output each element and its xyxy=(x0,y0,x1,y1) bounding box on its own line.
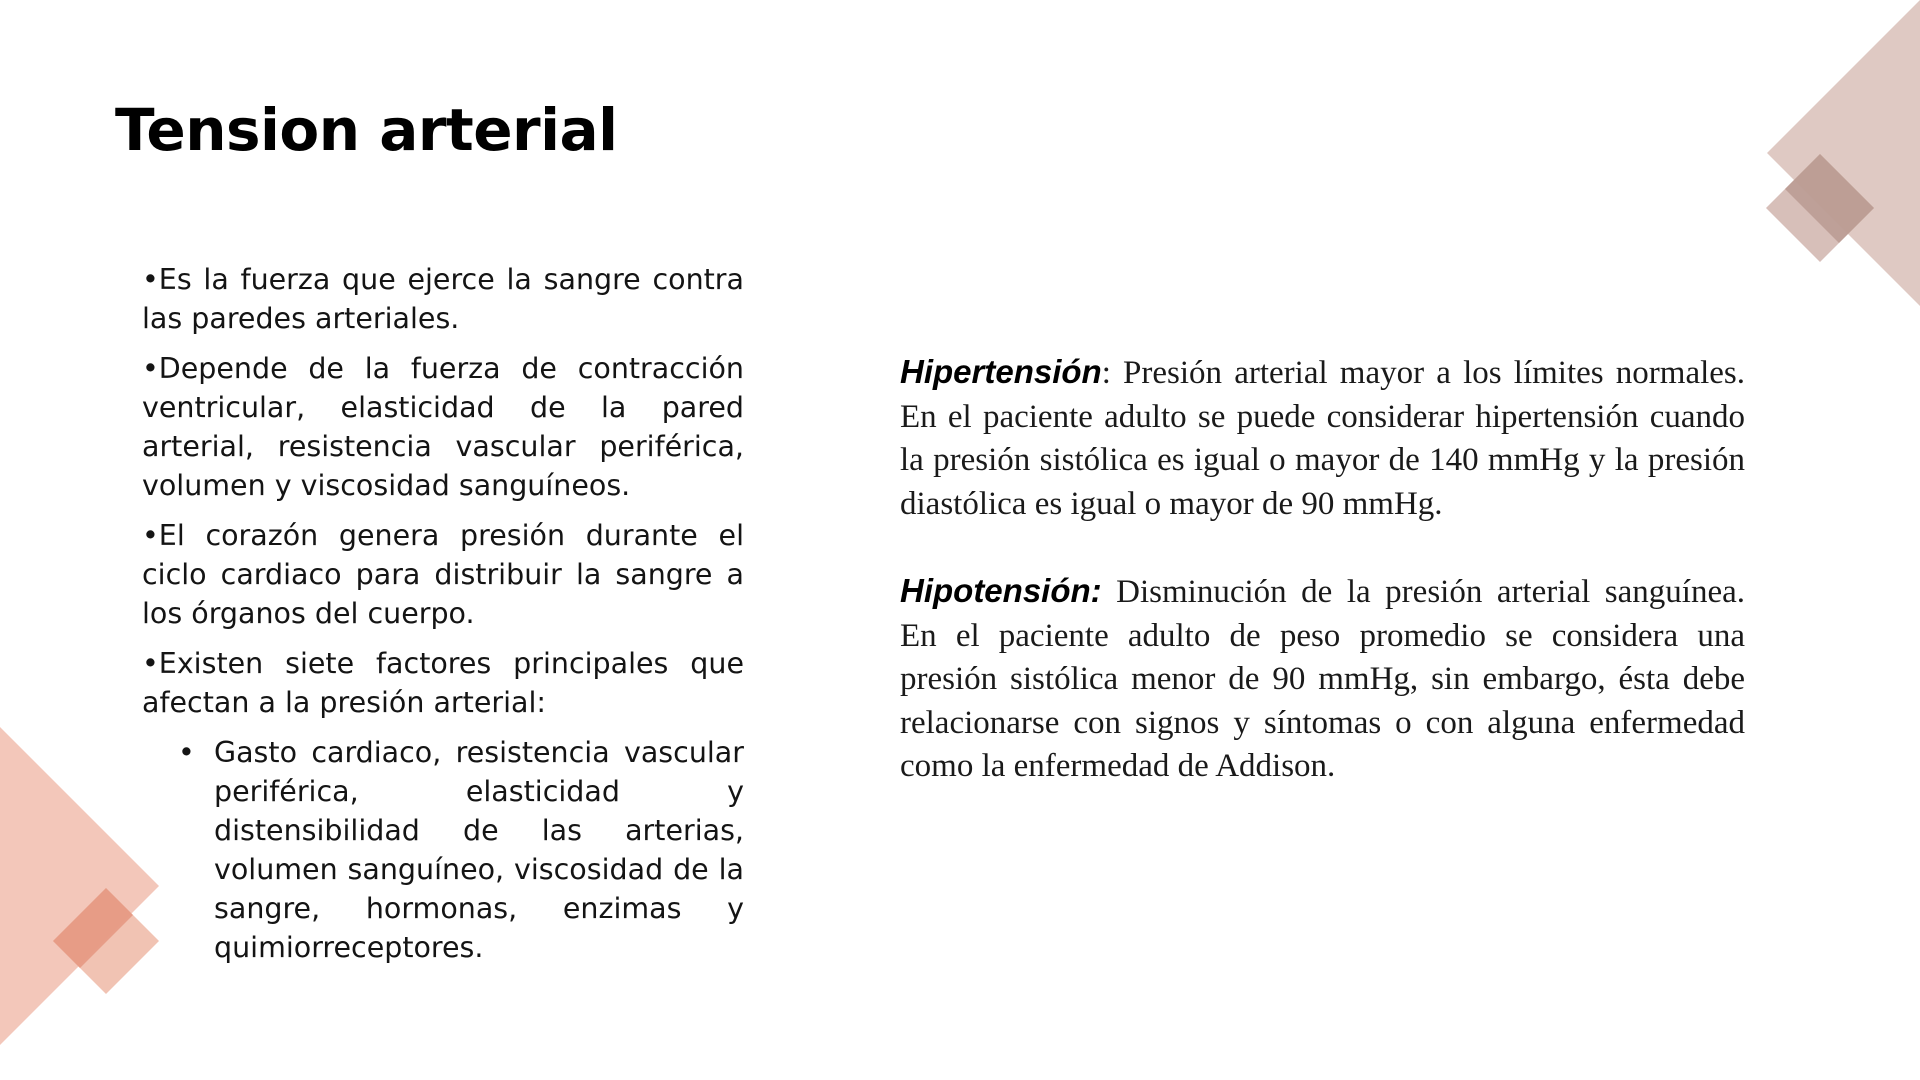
text-hipotension: Disminución de la presión arterial sanguínea. En el paciente adulto de peso promedio se considera una presión sistólica menor de 90 mmHg, sin embargo, ésta debe relacionarse con signos y síntomas o con alguna enfermedad como la enfermedad de Addison. xyxy=(900,574,1745,784)
bullet-definition: •Es la fuerza que ejerce la sangre contra las paredes arteriales. xyxy=(142,263,744,335)
deco-diamond-bottom-left xyxy=(0,727,159,1045)
sub-bullet-factors xyxy=(178,733,744,967)
definition-hipertension xyxy=(900,350,1745,526)
term-hipertension: Hipertensión xyxy=(900,353,1102,390)
bullet-dependencies: •Depende de la fuerza de contracción ventricular, elasticidad de la pared arterial, resistencia vascular periférica, volumen y viscosidad sanguíneos. xyxy=(142,352,744,502)
bullet-dot-icon: • xyxy=(178,736,195,769)
slide-title: Tension arterial xyxy=(115,96,618,164)
bullet-heart-pressure: •El corazón genera presión durante el ciclo cardiaco para distribuir la sangre a los órganos del cuerpo. xyxy=(142,519,744,630)
separator-colon: : xyxy=(1101,355,1111,391)
definition-hipotension xyxy=(900,569,1745,789)
text-hipertension: Presión arterial mayor a los límites normales. En el paciente adulto se puede considerar hipertensión cuando la presión sistólica es igual o mayor de 140 mmHg y la presión diastólica es igual o mayor de 90 mmHg. xyxy=(900,355,1745,522)
left-bullet-list xyxy=(142,260,744,967)
right-definitions xyxy=(900,350,1745,832)
sub-bullet-list xyxy=(142,733,744,967)
sub-bullet-text: Gasto cardiaco, resistencia vascular periférica, elasticidad y distensibilidad de las arterias, volumen sanguíneo, viscosidad de la sangre, hormonas, enzimas y quimiorreceptores. xyxy=(214,736,744,964)
deco-diamond-top-right xyxy=(1767,0,1920,306)
term-hipotension: Hipotensión: xyxy=(900,572,1102,609)
bullet-seven-factors: •Existen siete factores principales que afectan a la presión arterial: xyxy=(142,647,744,719)
